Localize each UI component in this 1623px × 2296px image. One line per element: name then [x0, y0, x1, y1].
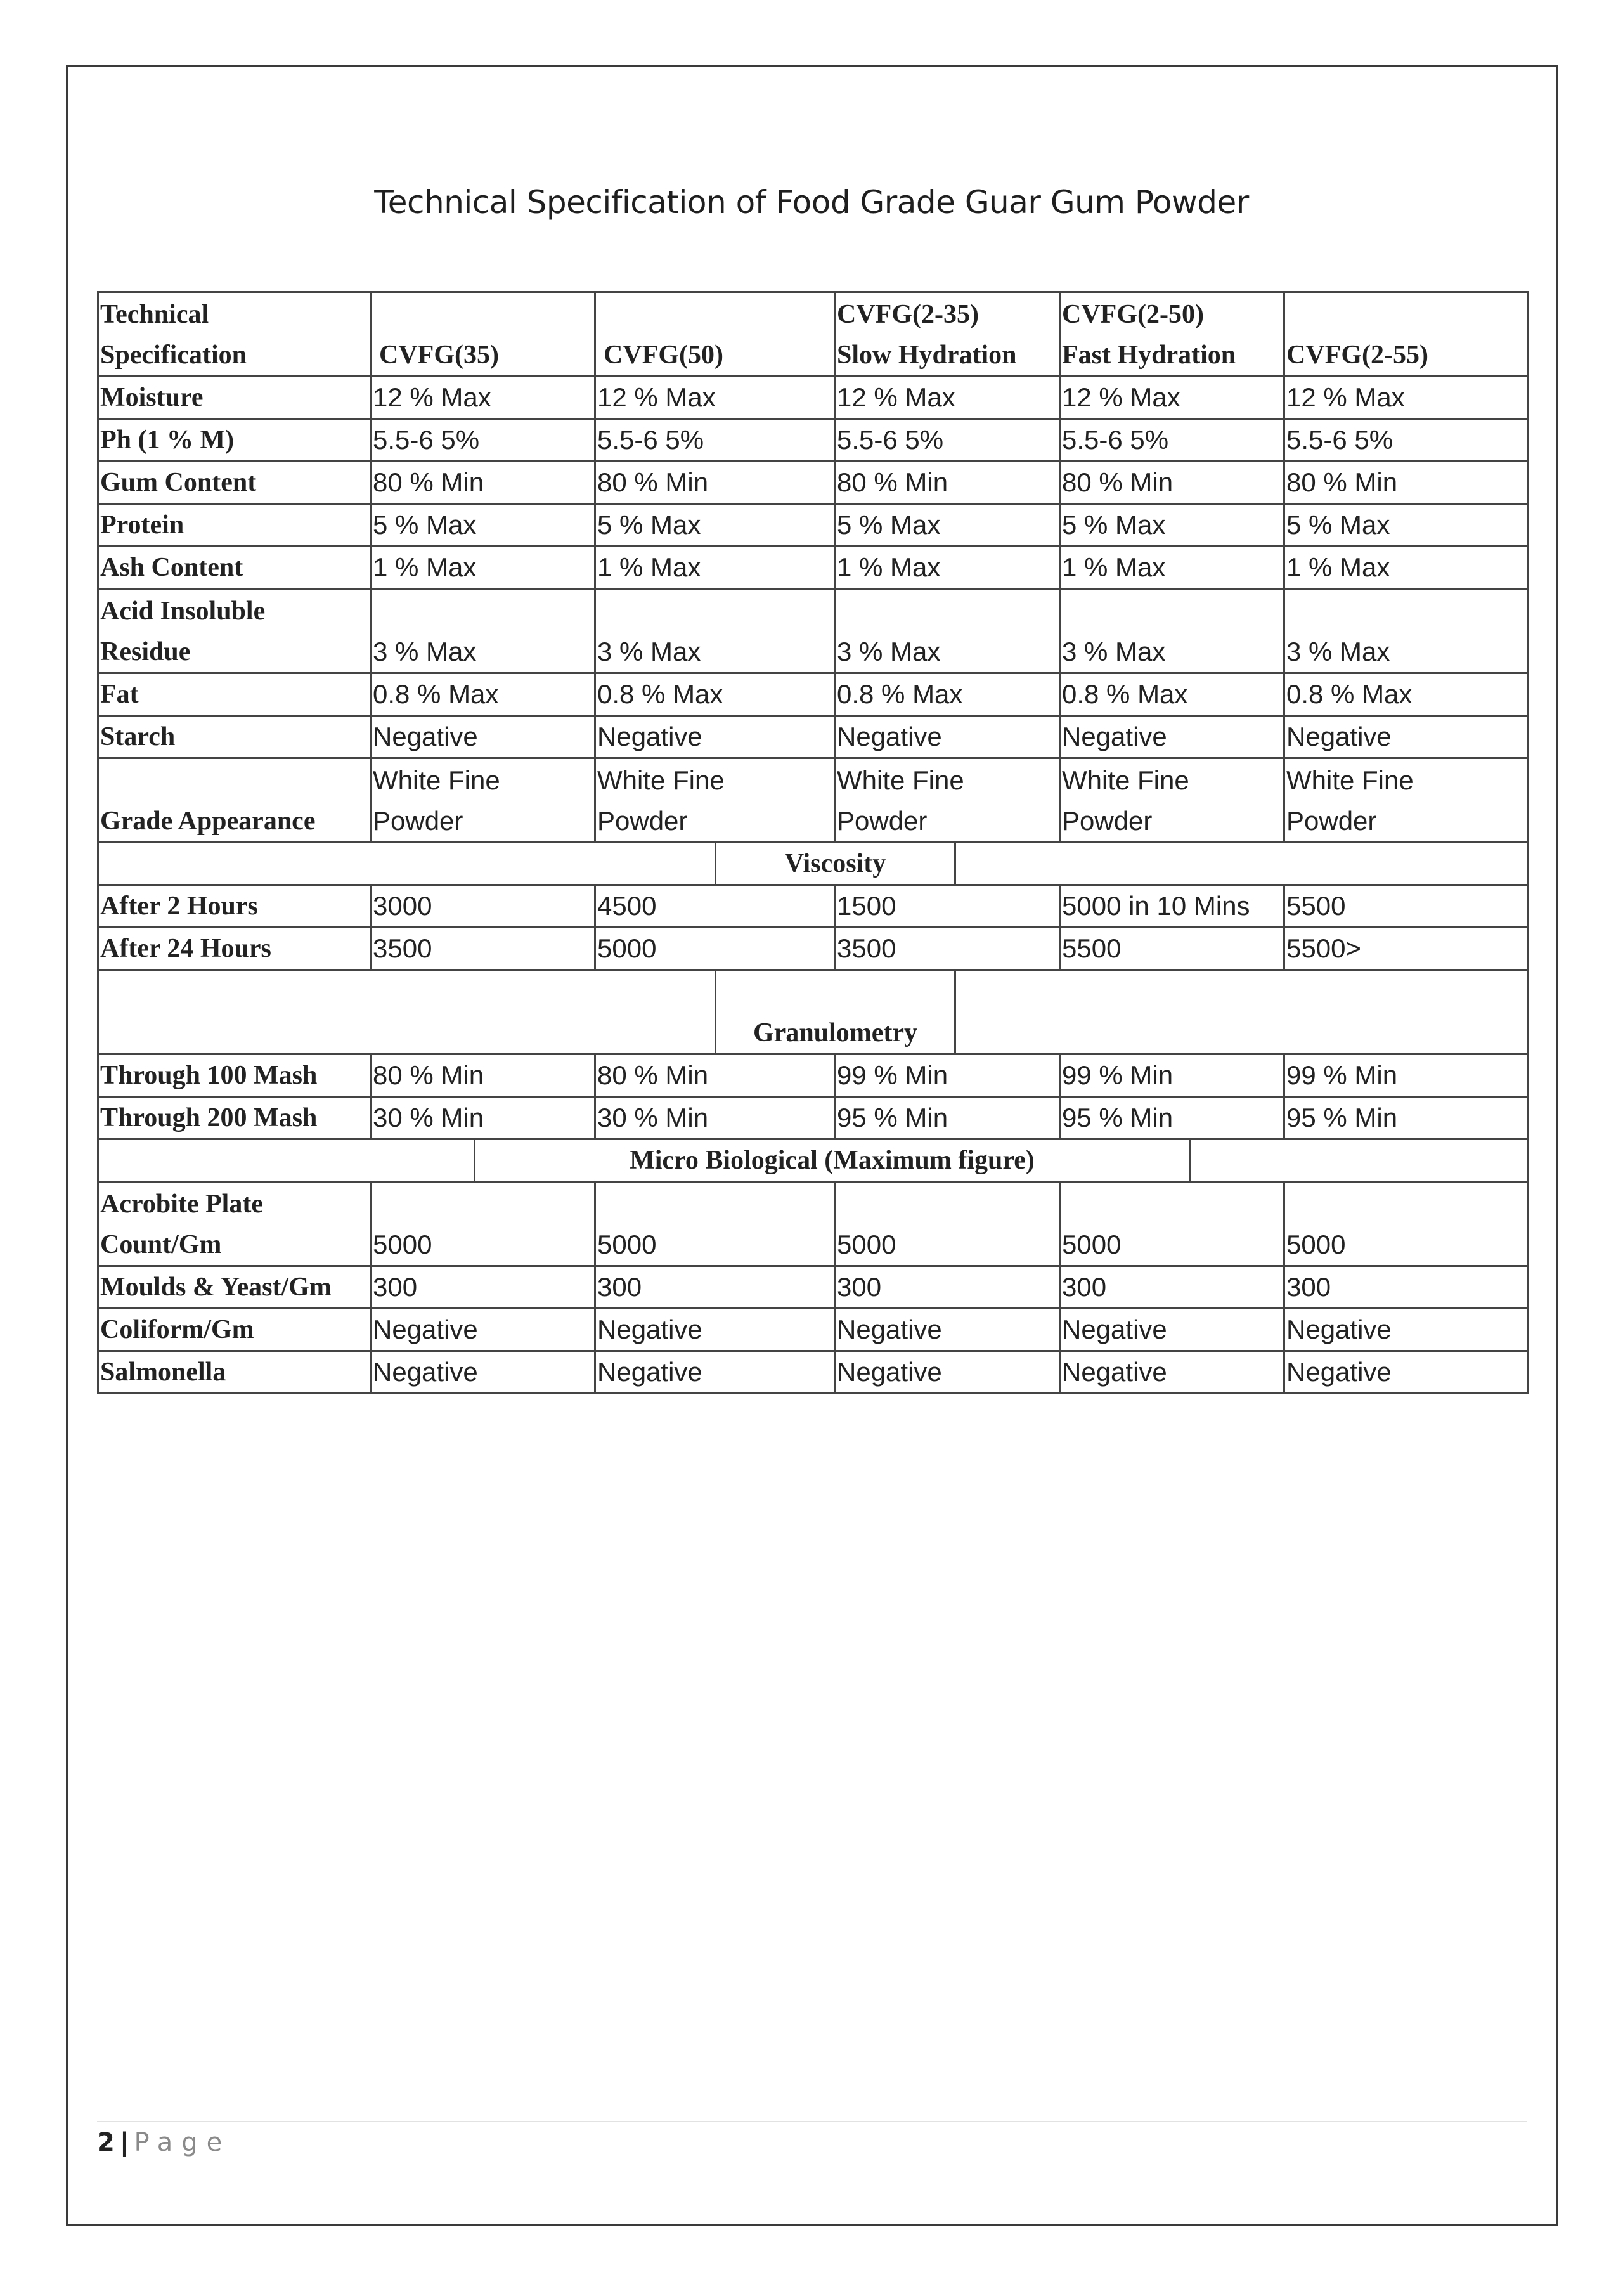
table-cell: 300 — [1284, 1266, 1529, 1309]
row-label: After 24 Hours — [98, 928, 371, 970]
cell-line1: White Fine — [1286, 765, 1414, 795]
table-cell: 5000 — [595, 1182, 835, 1266]
cell-line1: White Fine — [373, 765, 500, 795]
row-label: Fat — [98, 673, 371, 716]
specification-table — [97, 291, 1529, 1394]
cell-line2: Powder — [1062, 806, 1153, 836]
table-cell: 3 % Max — [371, 589, 595, 673]
header-label-line2: Specification — [100, 341, 247, 370]
cell-line2: Powder — [1286, 806, 1377, 836]
acid-label-line2: Residue — [100, 637, 191, 666]
table-row — [98, 377, 1529, 419]
table-row — [98, 1054, 1529, 1097]
table-cell: 80 % Min — [1284, 462, 1529, 504]
table-cell: Negative — [595, 1309, 835, 1351]
table-cell: 5000 — [371, 1182, 595, 1266]
table-cell: 95 % Min — [1284, 1097, 1529, 1139]
table-cell: 12 % Max — [835, 377, 1060, 419]
table-cell: 0.8 % Max — [595, 673, 835, 716]
table-cell: 1 % Max — [595, 547, 835, 589]
row-label: Ash Content — [98, 547, 371, 589]
table-row — [98, 1097, 1529, 1139]
table-cell: Negative — [835, 716, 1060, 758]
table-cell: 80 % Min — [371, 462, 595, 504]
table-cell: 5500 — [1284, 885, 1529, 928]
row-label: Through 200 Mash — [98, 1097, 371, 1139]
table-cell: 5000 — [1284, 1182, 1529, 1266]
viscosity-section-cell — [98, 843, 1529, 885]
header-col-5-line2: CVFG(2-55) — [1286, 341, 1428, 370]
row-label-acrobite — [98, 1182, 371, 1266]
table-cell: 3 % Max — [595, 589, 835, 673]
granulometry-section-row — [98, 970, 1529, 1054]
table-cell: 3 % Max — [1284, 589, 1529, 673]
table-cell: 5.5-6 5% — [835, 419, 1060, 462]
table-row — [98, 1182, 1529, 1266]
row-label: Coliform/Gm — [98, 1309, 371, 1351]
table-cell — [595, 758, 835, 843]
row-label: Protein — [98, 504, 371, 547]
table-cell: 1500 — [835, 885, 1060, 928]
row-label: Starch — [98, 716, 371, 758]
row-label: Moisture — [98, 377, 371, 419]
table-row — [98, 673, 1529, 716]
table-cell: Negative — [371, 1309, 595, 1351]
table-cell — [1060, 758, 1284, 843]
row-label: Moulds & Yeast/Gm — [98, 1266, 371, 1309]
table-cell: 12 % Max — [371, 377, 595, 419]
table-row — [98, 462, 1529, 504]
row-label: Grade Appearance — [98, 758, 371, 843]
table-header-row — [98, 292, 1529, 377]
table-cell: 99 % Min — [1284, 1054, 1529, 1097]
table-cell: 4500 — [595, 885, 835, 928]
table-cell: Negative — [595, 1351, 835, 1394]
table-cell: 5.5-6 5% — [1060, 419, 1284, 462]
header-col-1 — [371, 292, 595, 377]
page-footer — [97, 2128, 231, 2157]
table-cell: 3000 — [371, 885, 595, 928]
row-label: Gum Content — [98, 462, 371, 504]
micro-biological-heading: Micro Biological (Maximum figure) — [474, 1140, 1191, 1181]
table-cell: Negative — [371, 716, 595, 758]
footer-divider — [97, 2121, 1527, 2122]
header-col-2-line2: CVFG(50) — [604, 341, 723, 370]
table-row — [98, 1351, 1529, 1394]
table-row — [98, 928, 1529, 970]
table-cell: 300 — [835, 1266, 1060, 1309]
table-cell: 12 % Max — [1284, 377, 1529, 419]
table-cell: 0.8 % Max — [835, 673, 1060, 716]
header-label-cell — [98, 292, 371, 377]
table-cell: 5000 in 10 Mins — [1060, 885, 1284, 928]
header-col-3 — [835, 292, 1060, 377]
table-cell: Negative — [835, 1309, 1060, 1351]
table-cell: 5000 — [595, 928, 835, 970]
header-col-3-line1: CVFG(2-35) — [837, 300, 979, 329]
table-cell: 80 % Min — [835, 462, 1060, 504]
row-label: Ph (1 % M) — [98, 419, 371, 462]
header-col-4 — [1060, 292, 1284, 377]
table-cell: 3 % Max — [835, 589, 1060, 673]
table-cell: 12 % Max — [595, 377, 835, 419]
acid-label-line1: Acid Insoluble — [100, 597, 266, 626]
table-cell: 5500> — [1284, 928, 1529, 970]
table-cell: Negative — [1284, 1309, 1529, 1351]
header-col-3-line2: Slow Hydration — [837, 341, 1017, 370]
table-cell: 5.5-6 5% — [1284, 419, 1529, 462]
header-col-2 — [595, 292, 835, 377]
cell-line1: White Fine — [1062, 765, 1189, 795]
table-row — [98, 504, 1529, 547]
table-cell: 5 % Max — [835, 504, 1060, 547]
cell-line2: Powder — [597, 806, 688, 836]
table-cell: 0.8 % Max — [1060, 673, 1284, 716]
table-cell — [1284, 758, 1529, 843]
page-number: 2 — [97, 2128, 115, 2157]
table-cell: Negative — [1060, 716, 1284, 758]
cell-line1: White Fine — [597, 765, 725, 795]
table-cell: 95 % Min — [1060, 1097, 1284, 1139]
table-cell: 5.5-6 5% — [371, 419, 595, 462]
table-cell: 5 % Max — [371, 504, 595, 547]
table-row — [98, 885, 1529, 928]
table-cell: 300 — [371, 1266, 595, 1309]
table-row — [98, 758, 1529, 843]
table-cell: 80 % Min — [595, 462, 835, 504]
table-cell: 30 % Min — [371, 1097, 595, 1139]
table-cell: 3 % Max — [1060, 589, 1284, 673]
header-col-1-line2: CVFG(35) — [379, 341, 499, 370]
table-cell: 99 % Min — [1060, 1054, 1284, 1097]
table-row — [98, 1309, 1529, 1351]
table-row — [98, 419, 1529, 462]
table-row — [98, 589, 1529, 673]
table-cell: 5000 — [835, 1182, 1060, 1266]
table-cell: Negative — [371, 1351, 595, 1394]
acrobite-label-line1: Acrobite Plate — [100, 1190, 263, 1219]
footer-separator: | — [119, 2128, 129, 2157]
table-cell: 5 % Max — [1060, 504, 1284, 547]
table-cell: 5 % Max — [1284, 504, 1529, 547]
acrobite-label-line2: Count/Gm — [100, 1230, 222, 1259]
cell-line2: Powder — [373, 806, 463, 836]
table-cell: 95 % Min — [835, 1097, 1060, 1139]
table-cell: 80 % Min — [595, 1054, 835, 1097]
table-cell: 99 % Min — [835, 1054, 1060, 1097]
viscosity-section-row — [98, 843, 1529, 885]
table-cell: 1 % Max — [371, 547, 595, 589]
cell-line2: White Fine Powder — [837, 765, 964, 836]
table-cell: Negative — [595, 716, 835, 758]
table-cell: 5000 — [1060, 1182, 1284, 1266]
table-cell — [371, 758, 595, 843]
page-word: Page — [134, 2128, 231, 2157]
header-col-5 — [1284, 292, 1529, 377]
table-cell: 300 — [595, 1266, 835, 1309]
table-cell: Negative — [835, 1351, 1060, 1394]
table-cell: Negative — [1284, 1351, 1529, 1394]
table-cell — [835, 758, 1060, 843]
table-cell: 1 % Max — [1060, 547, 1284, 589]
table-row — [98, 716, 1529, 758]
table-cell: 5.5-6 5% — [595, 419, 835, 462]
table-cell: 5500 — [1060, 928, 1284, 970]
table-cell: 12 % Max — [1060, 377, 1284, 419]
row-label-acid — [98, 589, 371, 673]
table-cell: 300 — [1060, 1266, 1284, 1309]
table-cell: Negative — [1060, 1309, 1284, 1351]
header-col-4-line1: CVFG(2-50) — [1062, 300, 1204, 329]
granulometry-heading: Granulometry — [715, 971, 956, 1053]
table-cell: 5 % Max — [595, 504, 835, 547]
micro-section-row — [98, 1139, 1529, 1182]
viscosity-heading: Viscosity — [715, 843, 956, 884]
table-cell: 30 % Min — [595, 1097, 835, 1139]
header-label-line1: Technical — [100, 300, 209, 329]
document-title: Technical Specification of Food Grade Guar Gum Powder — [374, 184, 1249, 221]
row-label: After 2 Hours — [98, 885, 371, 928]
table-row — [98, 547, 1529, 589]
table-cell: Negative — [1284, 716, 1529, 758]
row-label: Through 100 Mash — [98, 1054, 371, 1097]
table-cell: 1 % Max — [835, 547, 1060, 589]
header-col-4-line2: Fast Hydration — [1062, 341, 1236, 370]
table-cell: 0.8 % Max — [1284, 673, 1529, 716]
table-cell: 1 % Max — [1284, 547, 1529, 589]
micro-section-cell — [98, 1139, 1529, 1182]
granulometry-section-cell — [98, 970, 1529, 1054]
row-label: Salmonella — [98, 1351, 371, 1394]
table-cell: Negative — [1060, 1351, 1284, 1394]
table-row — [98, 1266, 1529, 1309]
table-cell: 3500 — [835, 928, 1060, 970]
table-cell: 80 % Min — [371, 1054, 595, 1097]
table-cell: 80 % Min — [1060, 462, 1284, 504]
table-cell: 3500 — [371, 928, 595, 970]
table-cell: 0.8 % Max — [371, 673, 595, 716]
